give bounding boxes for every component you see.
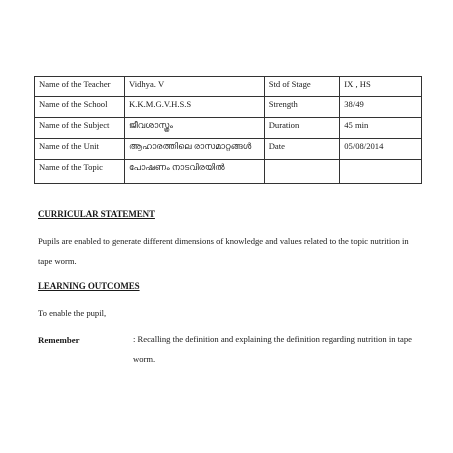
table-row — [35, 118, 422, 139]
date-value-cell: 05/08/2014 — [340, 139, 422, 160]
table-row — [35, 139, 422, 160]
date-label-cell: Date — [264, 139, 340, 160]
school-value-cell: K.K.M.G.V.H.S.S — [125, 97, 265, 118]
school-label-cell: Name of the School — [35, 97, 125, 118]
learning-outcomes-heading: LEARNING OUTCOMES — [38, 281, 140, 291]
std-label-cell: Std of Stage — [264, 77, 340, 97]
teacher-value-cell: Vidhya. V — [125, 77, 265, 97]
empty-cell — [340, 160, 422, 184]
duration-value-cell: 45 min — [340, 118, 422, 139]
table-row — [35, 97, 422, 118]
subject-label-cell: Name of the Subject — [35, 118, 125, 139]
curricular-statement-heading: CURRICULAR STATEMENT — [38, 209, 155, 219]
strength-value-cell: 38/49 — [340, 97, 422, 118]
unit-label-cell: Name of the Unit — [35, 139, 125, 160]
table-row — [35, 160, 422, 184]
std-value-cell: IX , HS — [340, 77, 422, 97]
remember-label: Remember — [38, 335, 80, 345]
curricular-statement-text: Pupils are enabled to generate different dimensions of knowledge and values related to the topic nutrition in tape worm. — [38, 236, 409, 266]
strength-label-cell: Strength — [264, 97, 340, 118]
table-row — [35, 77, 422, 97]
teacher-label-cell: Name of the Teacher — [35, 77, 125, 97]
learning-outcomes-intro: To enable the pupil, — [38, 308, 107, 318]
unit-value-cell: ആഹാരത്തിലെ രാസമാറ്റങ്ങൾ — [125, 139, 265, 160]
subject-value-cell: ജീവശാസ്ത്രം — [125, 118, 265, 139]
empty-cell — [264, 160, 340, 184]
lesson-info-table — [34, 76, 422, 184]
remember-text: : Recalling the definition and explaining the definition regarding nutrition in tape worm. — [133, 334, 412, 364]
duration-label-cell: Duration — [264, 118, 340, 139]
topic-label-cell: Name of the Topic — [35, 160, 125, 184]
topic-value-cell: പോഷണം നാടവിരയിൽ — [125, 160, 265, 184]
